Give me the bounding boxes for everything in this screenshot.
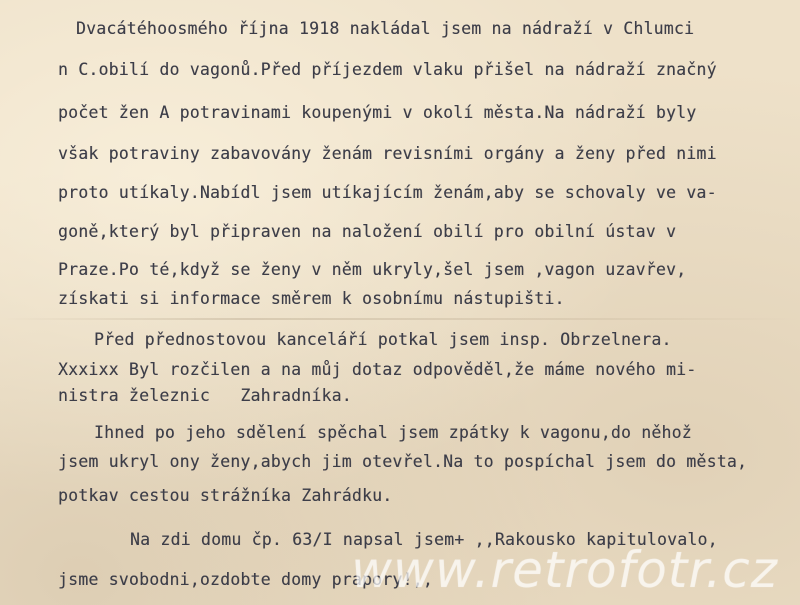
text-line: potkav cestou strážníka Zahrádku. <box>58 486 393 505</box>
text-line: nistra železnic Zahradníka. <box>58 386 352 405</box>
text-line: proto utíkaly.Nabídl jsem utíkajícím ženám,aby se schovaly ve va- <box>58 183 717 202</box>
text-line: jsem ukryl ony ženy,abych jim otevřel.Na to pospíchal jsem do města, <box>58 452 748 471</box>
text-line: počet žen A potravinami koupenými v okolí města.Na nádraží byly <box>58 103 697 122</box>
paper-fold <box>0 318 800 320</box>
watermark: www.retrofotr.cz <box>351 541 778 599</box>
text-line: jsme svobodni,ozdobte domy prapory!,, <box>58 570 433 589</box>
text-line: získati si informace směrem k osobnímu nástupišti. <box>58 289 565 308</box>
text-line: Praze.Po té,když se ženy v něm ukryly,šel jsem ,vagon uzavřev, <box>58 260 687 279</box>
text-line: n C.obilí do vagonů.Před příjezdem vlaku přišel na nádraží značný <box>58 60 717 79</box>
text-line: Dvacátéhoosmého října 1918 nakládal jsem na nádraží v Chlumci <box>76 19 695 38</box>
text-line: Xxxixx Byl rozčilen a na můj dotaz odpověděl,že máme nového mi- <box>58 360 697 379</box>
text-line: však potraviny zabavovány ženám revisními orgány a ženy před nimi <box>58 144 717 163</box>
text-line: Před přednostovou kanceláří potkal jsem insp. Obrzelnera. <box>94 330 672 349</box>
text-line: Ihned po jeho sdělení spěchal jsem zpátky k vagonu,do něhož <box>94 423 692 442</box>
text-line: goně,který byl připraven na naložení obilí pro obilní ústav v <box>58 222 677 241</box>
text-line: Na zdi domu čp. 63/I napsal jsem+ ,,Rakousko kapitulovalo, <box>130 530 718 549</box>
